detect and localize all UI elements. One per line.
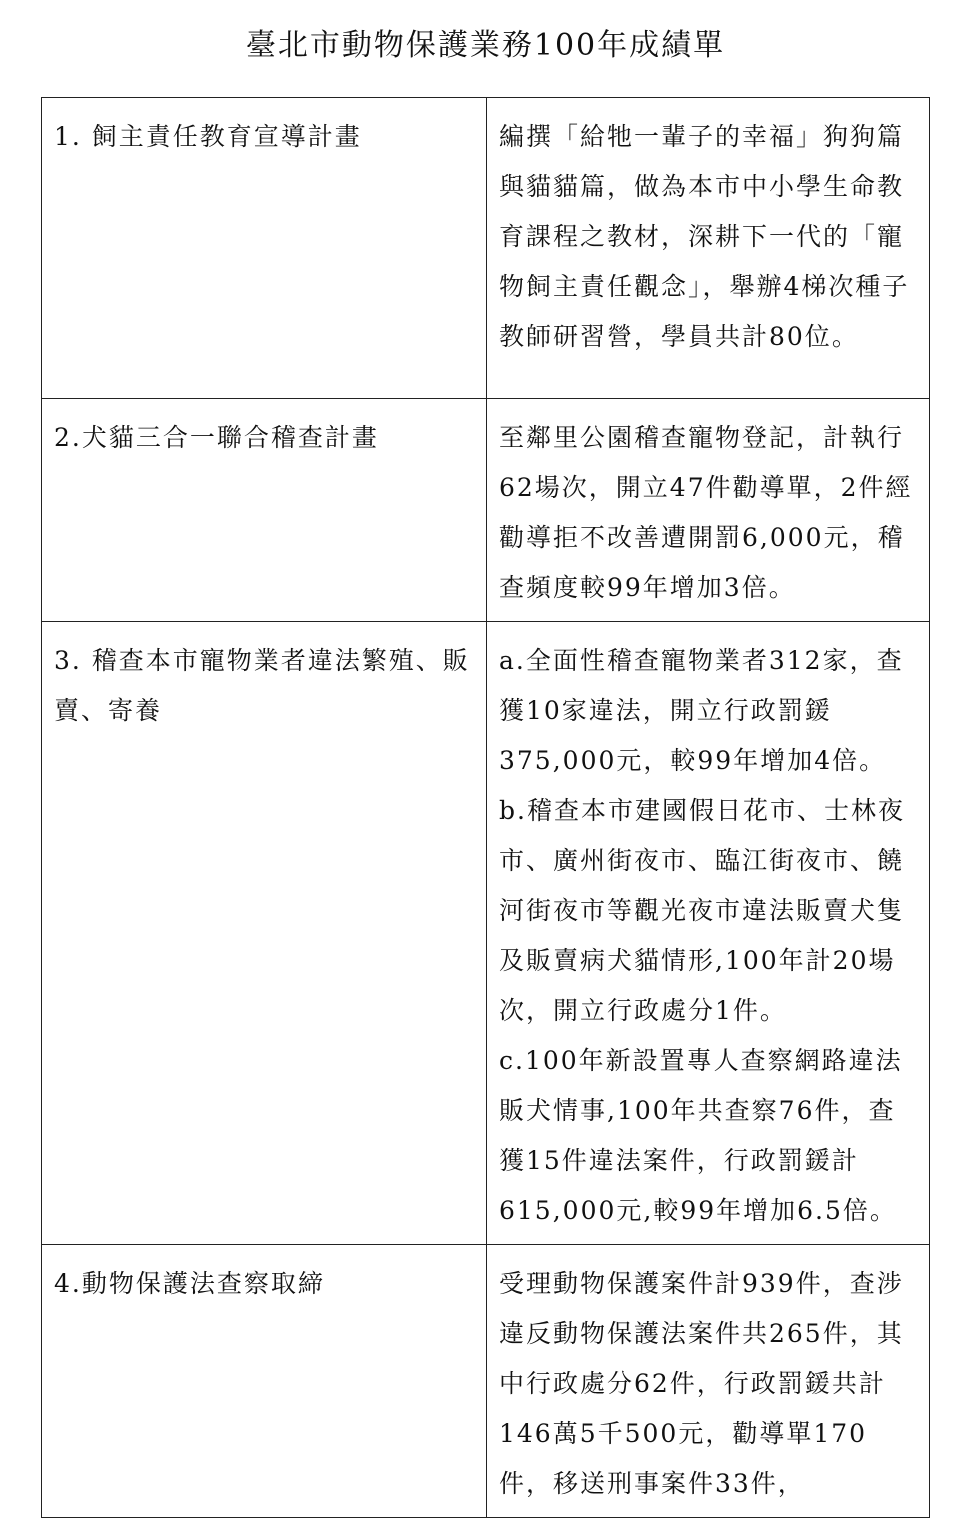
content-cell: 受理動物保護案件計939件，查涉違反動物保護法案件共265件，其中行政處分62件，行政罰鍰共計146萬5千500元，勸導單170件，移送刑事案件33件， xyxy=(487,1245,930,1518)
table-row xyxy=(42,1245,930,1518)
achievement-table xyxy=(41,97,930,1518)
content-paragraph-b: b.稽查本市建國假日花市、士林夜市、廣州街夜市、臨江街夜市、饒河街夜市等觀光夜市違法販賣犬隻及販賣病犬貓情形,100年計20場次，開立行政處分1件。 xyxy=(499,796,905,1025)
content-cell: 至鄰里公園稽查寵物登記，計執行62場次，開立47件勸導單，2件經勸導拒不改善遭開罰6,000元，稽查頻度較99年增加3倍。 xyxy=(487,399,930,622)
page-title: 臺北市動物保護業務100年成績單 xyxy=(245,28,726,63)
table-row xyxy=(42,399,930,622)
item-cell: 2.犬貓三合一聯合稽查計畫 xyxy=(42,399,487,622)
content-paragraph-c: c.100年新設置專人查察網路違法販犬情事,100年共查察76件，查獲15件違法案件，行政罰鍰計615,000元,較99年增加6.5倍。 xyxy=(499,1046,903,1225)
item-cell: 3. 稽查本市寵物業者違法繁殖、販賣、寄養 xyxy=(42,622,487,1245)
content-cell: 編撰「給牠一輩子的幸福」狗狗篇與貓貓篇，做為本市中小學生命教育課程之教材，深耕下一代的「寵物飼主責任觀念」，舉辦4梯次種子教師研習營，學員共計80位。 xyxy=(487,98,930,399)
content-paragraph-a: a.全面性稽查寵物業者312家，查獲10家違法，開立行政罰鍰375,000元，較99年增加4倍。 xyxy=(499,646,904,775)
item-cell: 4.動物保護法查察取締 xyxy=(42,1245,487,1518)
table-row xyxy=(42,622,930,1245)
item-cell: 1. 飼主責任教育宣導計畫 xyxy=(42,98,487,399)
content-cell xyxy=(487,622,930,1245)
table-row xyxy=(42,98,930,399)
